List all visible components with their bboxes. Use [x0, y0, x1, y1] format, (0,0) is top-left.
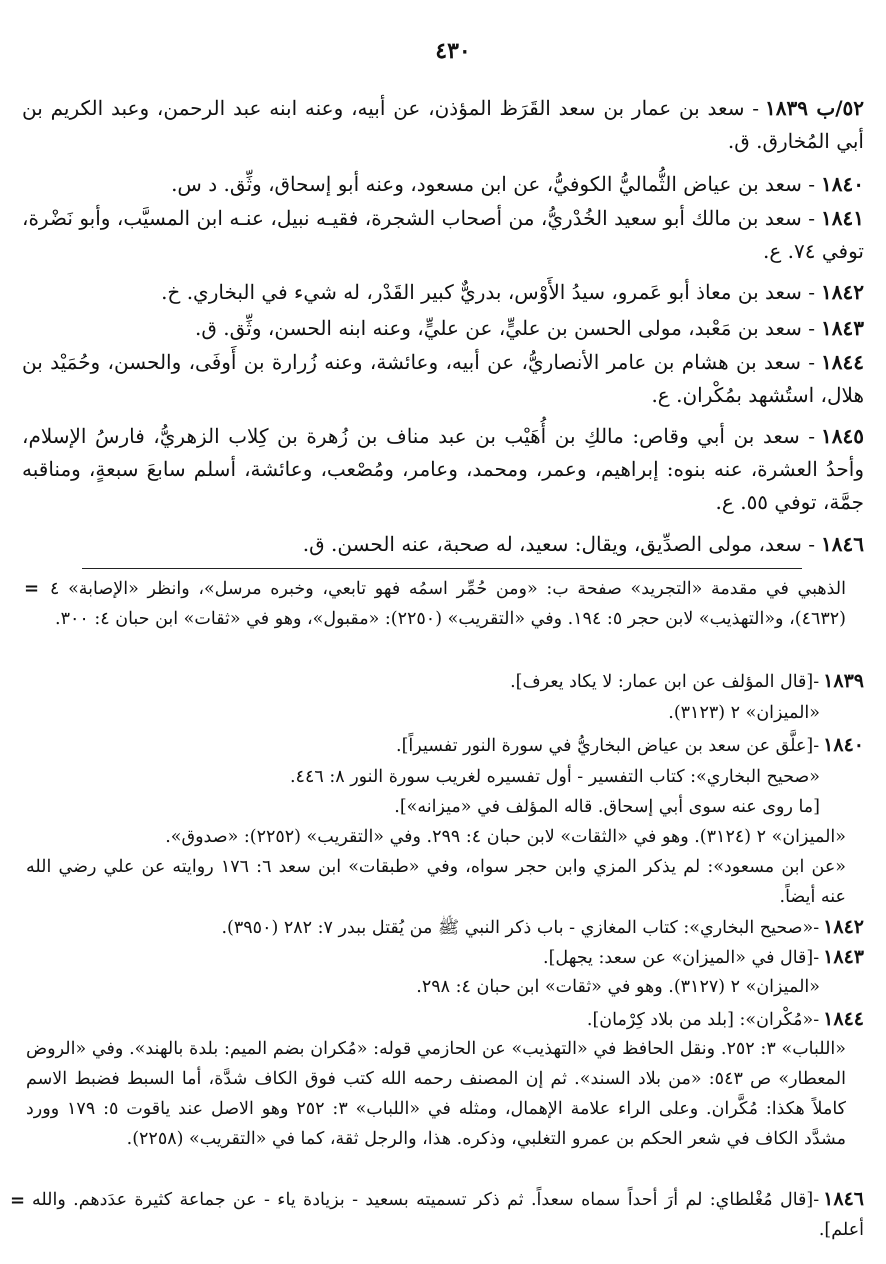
entry-number: ١٨٤٣ [821, 316, 864, 340]
entry-number: ١٨٤٤ [821, 350, 864, 374]
footnote-line [30, 792, 820, 822]
note-text: «الميزان» ٢ (٣١٢٣). [668, 703, 820, 723]
footnote-1843 [22, 942, 864, 973]
continuation-mark: = [24, 578, 40, 599]
note-text: -[قال المؤلف عن ابن عمار: لا يكاد يعرف]. [510, 672, 820, 692]
entry-1839 [22, 92, 864, 158]
footnote-line [26, 852, 846, 912]
entry-1841 [22, 202, 864, 268]
note-number: ١٨٤٣ [823, 946, 864, 968]
footnote-line [30, 762, 820, 792]
entry-1846 [22, 528, 864, 561]
footnote-divider [82, 568, 802, 569]
note-text: الذهبي في مقدمة «التجريد» صفحة ب: «ومن حُمِّر اسمُه فهو تابعي، وخبره مرسل»، وانظر «الإصابة» ٤ (٤٦٣٢)، و«التهذيب» لابن حجر ٥: ١٩٤. وفي «التقريب» (٢٢٥٠): «مقبول»، وهو في «ثقات» ابن حبان ٤: ٣٠٠. [50, 579, 846, 629]
note-number: ١٨٣٩ [823, 670, 864, 692]
entry-1845 [22, 420, 864, 519]
footnote-line [30, 972, 820, 1002]
entry-number: ١٨٤١ [821, 206, 864, 230]
note-text: «الميزان» ٢ (٣١٢٧). وهو في «ثقات» ابن حبان ٤: ٢٩٨. [416, 977, 820, 997]
footnote-continuation [50, 574, 846, 634]
note-number: ١٨٤٤ [823, 1008, 864, 1030]
note-text: -«صحيح البخاري»: كتاب المغازي - باب ذكر النبي ﷺ من يُقتل ببدر ٧: ٢٨٢ (٣٩٥٠). [221, 918, 820, 938]
entry-number: ١٨٤٥ [821, 424, 864, 448]
footnote-1840 [22, 730, 864, 761]
footnote-line [26, 1034, 846, 1154]
note-text: «عن ابن مسعود»: لم يذكر المزي وابن حجر سواه، وفي «طبقات» ابن سعد ٦: ١٧٦ روايته عن علي رضي الله عنه أيضاً. [26, 857, 846, 907]
entry-text: - سعد بن هشام بن عامر الأنصاريُّ، عن أبيه، وعائشة، وعنه زُرارة بن أَوفَى، والحسن، وحُمَيْد بن هلال، استُشهد بمُكْران. ع. [22, 350, 864, 407]
entry-text: - سعد بن معاذ أبو عَمرو، سيدُ الأَوْس، بدريٌّ كبير القَدْر، له شيء في البخاري. خ. [161, 280, 816, 304]
note-text: -[قال مُغْلطاي: لم أرَ أحداً سماه سعداً. ثم ذكر تسميته بسعيد - بزيادة ياء - عن جماعة كثيرة عدَدهم. والله أعلم]. [32, 1190, 864, 1240]
entry-1844 [22, 346, 864, 412]
entry-text: - سعد بن مَعْبد، مولى الحسن بن عليٍّ، عن عليٍّ، وعنه ابنه الحسن، وثِّق. ق. [195, 316, 816, 340]
footnote-line [30, 698, 820, 728]
entry-1840 [22, 168, 864, 201]
page-number: ٤٣٠ [435, 38, 471, 64]
note-text: -«مُكْران»: [بلد من بلاد كِرْمان]. [586, 1010, 820, 1030]
entry-number: ١٨٤٦ [821, 532, 864, 556]
entry-text: - سعد بن عمار بن سعد القَرَظ المؤذن، عن أبيه، وعنه ابنه عبد الرحمن، وعبد الكريم بن أبي المُخارق. ق. [22, 96, 864, 153]
end-mark: = [10, 1190, 26, 1211]
note-number: ١٨٤٠ [823, 734, 864, 756]
footnote-1842 [22, 912, 864, 943]
note-text: -[علَّق عن سعد بن عياض البخاريُّ في سورة النور تفسيراً]. [396, 736, 820, 756]
entry-1842 [22, 276, 864, 309]
footnote-1839 [22, 666, 864, 697]
note-text: «صحيح البخاري»: كتاب التفسير - أول تفسيره لغريب سورة النور ٨: ٤٤٦. [289, 767, 820, 787]
footnote-line [26, 822, 846, 852]
entry-number: ١٨٤٢ [821, 280, 864, 304]
note-number: ١٨٤٦ [823, 1188, 864, 1210]
entry-text: - سعد، مولى الصدِّيق، ويقال: سعيد، له صحبة، عنه الحسن. ق. [302, 532, 816, 556]
note-text: «اللباب» ٣: ٢٥٢. ونقل الحافظ في «التهذيب» عن الحازمي قوله: «مُكران بضم الميم: بلدة بالهند». وفي «الروض المعطار» ص ٥٤٣: «من بلاد السند». ثم إن المصنف رحمه الله كتب فوق الكاف شدَّة، أما السبط فضبط الاسم كاملاً هكذا: مُكَّران. وعلى الراء علامة الإهمال، ومثله في «اللباب» ٣: ٢٥٢ وهو الاصل عند ياقوت ٥: ١٧٩ وورد مشدَّد الكاف في شعر الحكم بن عمرو التغلبي، وذكره. هذا، والرجل ثقة، كما في «التقريب» (٢٢٥٨). [26, 1039, 847, 1149]
entry-number: ١٨٤٠ [821, 172, 864, 196]
entry-number: ٥٢/ب ١٨٣٩ [765, 96, 864, 120]
footnote-1846 [32, 1184, 864, 1245]
entry-text: - سعد بن مالك أبو سعيد الخُدْريُّ، من أصحاب الشجرة، فقيـه نبيل، عنـه ابن المسيَّب، وأبو نَضْرة، توفي ٧٤. ع. [22, 206, 864, 263]
note-text: -[قال في «الميزان» عن سعد: يجهل]. [543, 948, 820, 968]
entry-text: - سعد بن عياض الثُّماليُّ الكوفيُّ، عن ابن مسعود، وعنه أبو إسحاق، وثِّق. د س. [171, 172, 816, 196]
footnote-1844 [22, 1004, 864, 1035]
note-text: [ما روى عنه سوى أبي إسحاق. قاله المؤلف في «ميزانه»]. [394, 797, 820, 817]
note-number: ١٨٤٢ [823, 916, 864, 938]
note-text: «الميزان» ٢ (٣١٢٤). وهو في «الثقات» لابن حبان ٤: ٢٩٩. وفي «التقريب» (٢٢٥٢): «صدوق». [165, 827, 846, 847]
entry-1843 [22, 312, 864, 345]
entry-text: - سعد بن أبي وقاص: مالكِ بن أُهَيْب بن عبد مناف بن زُهرة بن كِلاب الزهريُّ، فارسُ الإسلام، وأحدُ العشرة، عنه بنوه: إبراهيم، وعمر، ومحمد، وعامر، ومُصْعب، وعائشة، أسلم سابعَ سبعةٍ، ومناقبه جمَّة، توفي ٥٥. ع. [22, 424, 864, 514]
